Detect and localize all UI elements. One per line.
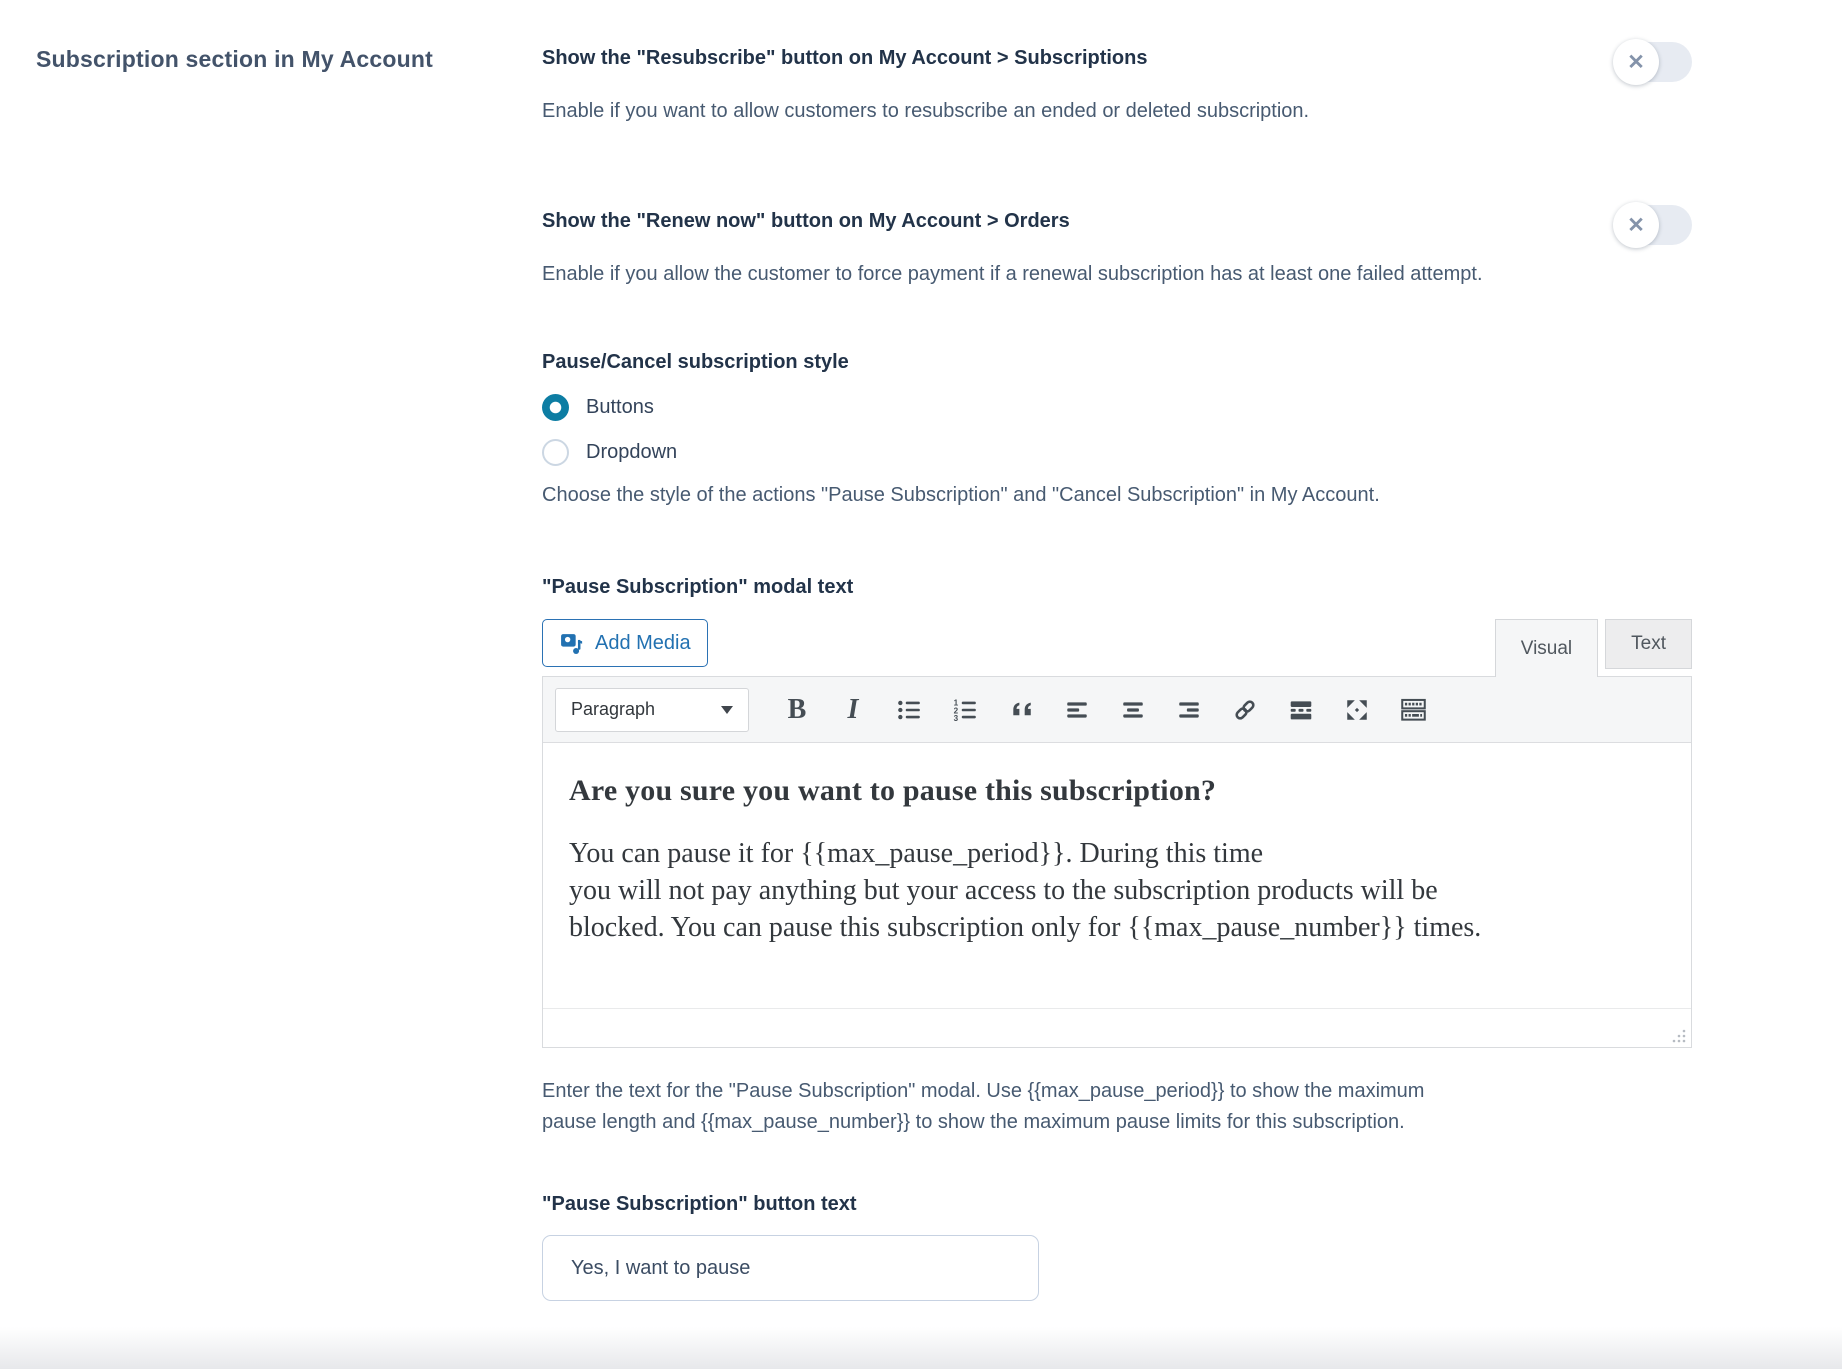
tab-text[interactable]: Text [1605,619,1692,669]
read-more-icon [1288,697,1314,723]
setting-renew-now-description: Enable if you allow the customer to force payment if a renewal subscription has at least one failed attempt. [542,263,1483,285]
italic-button[interactable] [825,688,881,732]
wysiwyg-editor [542,676,1692,1048]
bulleted-list-button[interactable] [881,688,937,732]
section-bottom-divider [0,1327,1842,1369]
fullscreen-button[interactable] [1329,688,1385,732]
svg-text:1: 1 [953,698,959,708]
section-heading: Subscription section in My Account [36,46,433,72]
editor-header [542,619,1692,676]
numbered-list-icon [952,697,978,723]
settings-column [542,44,1692,1301]
toggle-knob [1613,202,1659,248]
blockquote-button[interactable] [993,688,1049,732]
radio-option-buttons[interactable] [542,394,1692,421]
radio-option-dropdown-label: Dropdown [586,441,678,463]
setting-renew-now-title: Show the "Renew now" button on My Account > Orders [542,210,1070,232]
bulleted-list-icon [896,697,922,723]
editor-content-area[interactable] [543,743,1691,1008]
numbered-list-button[interactable] [937,688,993,732]
radio-selected-icon[interactable] [542,394,569,421]
bold-button[interactable] [769,688,825,732]
tab-visual[interactable]: Visual [1495,619,1598,677]
setting-renew-now-row [542,207,1692,245]
resubscribe-toggle[interactable] [1616,42,1692,82]
blockquote-icon [1008,697,1034,723]
align-left-button[interactable] [1049,688,1105,732]
align-center-icon [1120,697,1146,723]
setting-resubscribe-description: Enable if you want to allow customers to resubscribe an ended or deleted subscription. [542,100,1310,122]
setting-resubscribe [542,44,1692,127]
toolbar-toggle-button[interactable] [1385,688,1441,732]
paragraph-style-select[interactable] [555,688,749,732]
modal-text-line: you will not pay anything but your access to the subscription products will be [569,875,1438,906]
pause-cancel-style-radio-group [542,394,1692,466]
pause-cancel-style-label: Pause/Cancel subscription style [542,351,849,373]
modal-text-heading: Are you sure you want to pause this subscription? [569,774,1217,807]
modal-text-line: blocked. You can pause this subscription only for {{max_pause_number}} times. [569,912,1482,943]
media-camera-note-icon [559,631,584,656]
align-right-icon [1176,697,1202,723]
toggle-off-x-icon: ✕ [1627,50,1645,74]
insert-link-button[interactable] [1217,688,1273,732]
align-left-icon [1064,697,1090,723]
setting-resubscribe-title: Show the "Resubscribe" button on My Account > Subscriptions [542,47,1148,69]
pause-cancel-style-description: Choose the style of the actions "Pause Subscription" and "Cancel Subscription" in My Account. [542,484,1380,506]
pause-button-text-input[interactable] [542,1235,1039,1301]
pause-modal-description: Enter the text for the "Pause Subscription" modal. Use {{max_pause_period}} to show the maximum pause length and {{max_pause_number}} to show the maximum pause limits for this subscription. [542,1080,1425,1133]
chevron-down-icon [721,706,733,714]
section-label-column [0,44,542,1301]
paragraph-style-value: Paragraph [571,699,656,719]
pause-modal-text-label: "Pause Subscription" modal text [542,576,854,598]
svg-text:2: 2 [953,705,959,715]
setting-pause-button-text [542,1190,1692,1301]
toggle-knob [1613,39,1659,85]
toolbar-toggle-keyboard-icon [1400,696,1427,723]
radio-option-buttons-label: Buttons [586,396,654,418]
read-more-button[interactable] [1273,688,1329,732]
renew-now-toggle[interactable] [1616,205,1692,245]
add-media-label: Add Media [595,631,691,654]
toggle-off-x-icon: ✕ [1627,213,1645,237]
editor-toolbar [543,677,1691,743]
resize-grip-icon[interactable] [1672,1029,1686,1043]
setting-renew-now [542,207,1692,290]
setting-resubscribe-row [542,44,1692,82]
pause-button-text-label: "Pause Subscription" button text [542,1193,857,1215]
setting-pause-modal-text [542,573,1692,1138]
add-media-button[interactable] [542,619,708,667]
align-center-button[interactable] [1105,688,1161,732]
link-icon [1232,697,1258,723]
radio-option-dropdown[interactable] [542,439,1692,466]
fullscreen-icon [1344,697,1370,723]
modal-text-line: You can pause it for {{max_pause_period}}. During this time [569,838,1264,869]
editor-mode-tabs [1488,619,1692,676]
svg-text:3: 3 [953,713,959,723]
align-right-button[interactable] [1161,688,1217,732]
setting-pause-cancel-style [542,348,1692,511]
radio-unselected-icon[interactable] [542,439,569,466]
bold-icon: B [787,693,807,725]
italic-icon: I [847,693,859,725]
editor-status-bar [543,1008,1691,1047]
